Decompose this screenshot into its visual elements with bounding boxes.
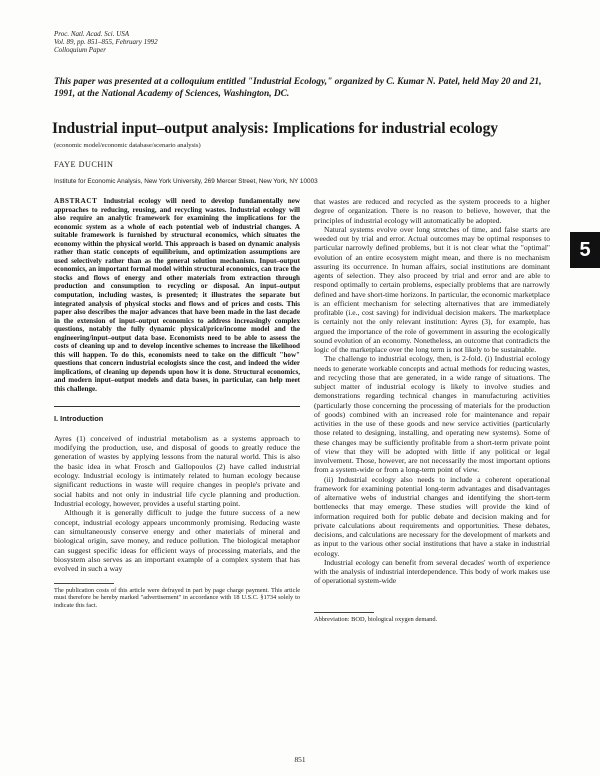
footnote-divider [54,583,114,584]
abstract [54,197,300,394]
section-divider [54,406,300,407]
left-column [54,197,300,610]
paper-title: Industrial input–output analysis: Implications for industrial ecology [52,120,498,137]
journal-volume: Vol. 89, pp. 851–855, February 1992 [54,38,158,46]
paragraph: that wastes are reduced and recycled as the system proceeds to a higher degree of organization. There is no reason to believe, however, that the principles of industrial ecology will automatically be adopted. [314,197,550,225]
author-name: FAYE DUCHIN [54,160,114,169]
paragraph: The challenge to industrial ecology, then, is 2-fold. (i) Industrial ecology needs to generate workable concepts and actual methods for reducing wastes, and recycling those that are generated, in a wide range of situations. The subject matter of industrial ecology is likely to involve studies and demonstrations regarding technical changes in manufacturing activities (particularly those concerning the processing of materials for the production of goods) combined with an increased role for maintenance and repair activities in the use of these goods and new service activities (particularly those related to designing, installing, and operating new systems). Some of these changes may be sufficiently profitable from a short-term private point of view that they will be adopted with little if any political or legal involvement. Those, however, are not necessarily the most important options from a system-wide or from a long-term point of view. [314,354,550,475]
paragraph: Natural systems evolve over long stretches of time, and false starts are weeded out by trial and error. Actual outcomes may be optimal responses to particular narrowly defined problems, but it is not clear what the "optimal" evolution of an entire ecosystem might mean, and there is no mechanism assuring its occurrence. In human affairs, social institutions are dominant agents of selection. They also proceed by trial and error and are able to respond optimally to certain problems, especially problems that are narrowly defined and have short-time horizons. In particular, the economic marketplace is an efficient mechanism for selecting alternatives that are immediately profitable (i.e., cost saving) for individual decision makers. The marketplace is certainly not the only relevant institution: Ayres (3), for example, has argued the importance of the role of government in assuring the ecologically sound evolution of an economy. Nonetheless, an outcome that contradicts the logic of the marketplace over the long term is not likely to be sustainable. [314,224,550,354]
right-column [314,197,550,623]
paragraph: Industrial ecology can benefit from several decades' worth of experience with the analysis of industrial interdependence. This body of work makes use of operational system-wide [314,557,550,586]
author-affiliation: Institute for Economic Analysis, New York University, 269 Mercer Street, New York, NY 10003 [54,178,318,185]
section-tab-badge: 5 [570,232,600,268]
paragraph: Ayres (1) conceived of industrial metabolism as a systems approach to modifying the production, use, and disposal of goods to greatly reduce the generation of wastes by applying lessons from the natural world. This is also the basic idea in what Frosch and Gallopoulos (2) have called industrial ecology. Industrial ecology is intimately related to human ecology because significant reductions in waste will require changes in people's private and social habits and not only in industrial life cycle planning and production. Industrial ecology, however, provides a useful starting point. [54,433,300,508]
journal-header [54,30,158,54]
journal-name: Proc. Natl. Acad. Sci. USA [54,30,130,38]
page-number: 851 [294,755,306,764]
abbreviation-divider [314,612,374,613]
section-heading: I. Introduction [54,413,104,423]
paragraph: Although it is generally difficult to judge the future success of a new concept, industrial ecology appears uncommonly promising. Reducing waste can simultaneously conserve energy and other materials of mineral and biological origin, save money, and reduce pollution. The biological metaphor can suggest specific ideas for efficient ways of processing materials, and the biosystem also serves as an important example of a complex system that has evolved in such a way [54,508,300,574]
abstract-text: Industrial ecology will need to develop fundamentally new approaches to reducing, reusing, and recycling wastes. Industrial ecology will also require an analytic framework for examining the implications for the economic system as a whole of each potential web of industrial changes. A suitable framework is furnished by structural economics, which situates the economy within the physical world. This approach is based on dynamic analysis rather than static concepts of equilibrium, and optimization assumptions are used selectively rather than as the general solution mechanism. Input–output economics, an important formal model within structural economics, can trace the stocks and flows of energy and other materials from extraction through production and consumption to recycling or disposal. An input–output computation, including wastes, is presented; it illustrates the separate but integrated analysis of physical stocks and flows and of prices and costs. This paper also describes the major advances that have been made in the last decade in the extension of input–output economics to address increasingly complex questions, notably the fully dynamic physical/price/income model and the engineering/input–output data base. Economists need to be able to assess the costs of cleaning up and to develop incentive schemes to increase the likelihood this will happen. To do this, economists need to take on the difficult "how" questions that concern industrial ecologists since the cost, and indeed the wider implications, of cleaning up depends upon how it is done. Structural economics, and modern input–output models and data bases, in particular, can help meet this challenge. [54,197,300,394]
keywords: (economic model/economic database/scenario analysis) [54,142,201,149]
footnote: The publication costs of this article were defrayed in part by page charge payment. This article must therefore be hereby marked "advertisement" in accordance with 18 U.S.C. §1734 solely to indicate this fact. [54,586,300,609]
paper-type: Colloquium Paper [54,46,106,54]
colloquium-note: This paper was presented at a colloquium entitled "Industrial Ecology," organized by C. Kumar N. Patel, held May 20 and 21, 1991, at the National Academy of Sciences, Washington, DC. [54,77,542,99]
paragraph: (ii) Industrial ecology also needs to include a coherent operational framework for examining potential long-term advantages and disadvantages of alternative webs of industrial changes and identifying the short-term bottlenecks that may emerge. These studies will provide the kind of information required both for public debate and decision making and for private calculations about requirements and opportunities. These debates, decisions, and calculations are necessary for the development of markets and as input to the various other social institutions that have a stake in industrial ecology. [314,474,550,558]
abstract-label: ABSTRACT [54,197,98,205]
abbreviation-note: Abbreviation: BOD, biological oxygen demand. [314,615,438,623]
